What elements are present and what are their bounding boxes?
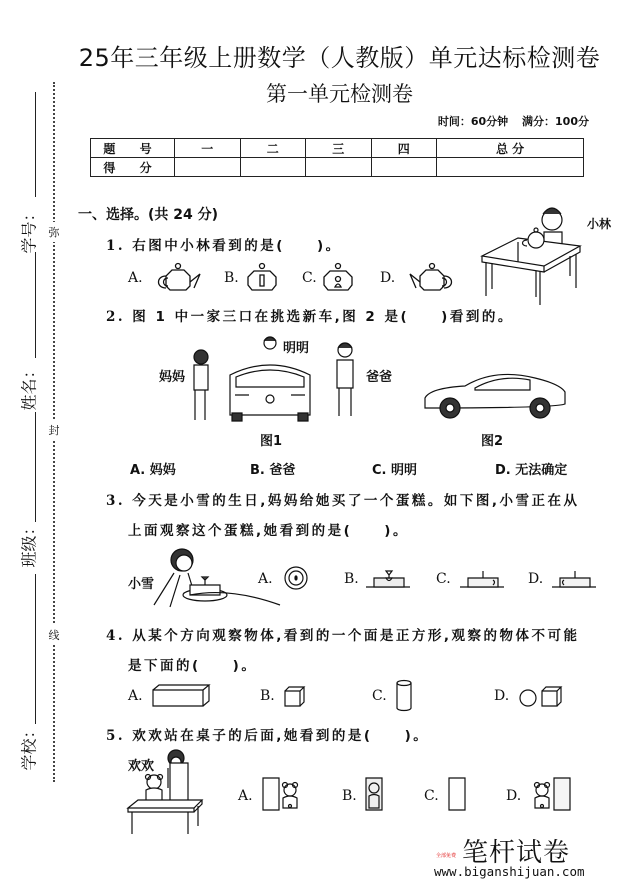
table-cell: 得 分 <box>91 158 175 177</box>
q3-option-b[interactable]: B. <box>344 571 359 587</box>
table-cell: 四 <box>371 139 437 158</box>
class-label: 班级： <box>19 519 39 568</box>
watermark-tag: 全部免费 <box>436 853 457 859</box>
q2-option-d[interactable]: D. 无法确定 <box>495 463 568 478</box>
q2-option-b[interactable]: B. 爸爸 <box>250 463 296 478</box>
class-line[interactable] <box>35 412 36 522</box>
q2-caption-fig2: 图2 <box>481 434 504 449</box>
table-cell: 二 <box>240 139 306 158</box>
student-id-line[interactable] <box>35 92 36 197</box>
q2-caption-fig1: 图1 <box>260 434 283 449</box>
q4-option-d[interactable]: D. <box>494 688 510 704</box>
q3-option-a[interactable]: A. <box>258 571 273 587</box>
name-line[interactable] <box>35 252 36 358</box>
q5-option-d[interactable]: D. <box>506 788 522 804</box>
exam-title: 25年三年级上册数学（人教版）单元达标检测卷 <box>78 44 601 72</box>
table-row <box>91 139 584 158</box>
cake-side-right-view-icon <box>460 568 506 590</box>
full-score: 满分：100分 <box>522 115 589 128</box>
section-heading: 一、选择。(共 24 分) <box>78 207 219 223</box>
q1-option-d[interactable]: D. <box>380 270 396 286</box>
cuboid-icon <box>152 684 212 708</box>
bear-and-box-icon <box>530 776 574 812</box>
box-with-bear-inside-icon <box>365 776 385 812</box>
seal-char: 弥 <box>48 222 60 242</box>
score-input-cell[interactable] <box>240 158 306 177</box>
q4-option-b[interactable]: B. <box>260 688 275 704</box>
teapot-front-spout-icon <box>318 262 358 292</box>
time-limit: 时间：60分钟 <box>437 115 509 128</box>
q1-option-c[interactable]: C. <box>302 270 317 286</box>
exam-subtitle: 第一单元检测卷 <box>266 82 413 106</box>
exam-meta <box>428 113 589 129</box>
q5-option-c[interactable]: C. <box>424 788 439 804</box>
q1-table-boy-illustration <box>470 198 620 308</box>
q5-option-a[interactable]: A. <box>238 788 253 804</box>
q5-figure-label: 欢欢 <box>128 759 155 774</box>
cube-icon <box>284 686 306 708</box>
q1-figure-label: 小林 <box>587 217 612 231</box>
cake-front-view-icon <box>366 568 412 590</box>
question-3: 3. 今天是小雪的生日,妈妈给她买了一个蛋糕。如下图,小雪正在从 <box>106 493 580 509</box>
score-input-cell[interactable] <box>371 158 437 177</box>
school-line[interactable] <box>35 574 36 724</box>
q2-label-mom: 妈妈 <box>159 370 186 385</box>
q5-table-bear-box-illustration <box>128 750 210 836</box>
table-cell: 题 号 <box>91 139 175 158</box>
watermark-brand: 笔杆试卷 <box>462 838 571 868</box>
cake-top-view-icon <box>284 566 308 590</box>
q1-option-a[interactable]: A. <box>128 270 143 286</box>
cylinder-icon <box>396 680 414 712</box>
table-cell: 总 分 <box>437 139 584 158</box>
name-label: 姓名： <box>19 362 39 411</box>
teapot-side-left-spout-icon <box>398 262 460 292</box>
score-input-cell[interactable] <box>437 158 584 177</box>
q2-option-c[interactable]: C. 明明 <box>372 463 418 478</box>
q3-girl-cake-illustration <box>150 545 245 610</box>
q1-option-b[interactable]: B. <box>224 270 239 286</box>
school-label: 学校： <box>19 722 39 771</box>
q5-option-b[interactable]: B. <box>342 788 357 804</box>
q2-dad-figure <box>325 340 365 420</box>
q2-option-a[interactable]: A. 妈妈 <box>130 463 176 478</box>
teapot-front-handle-icon <box>242 262 282 292</box>
q2-figure2-car-side <box>420 370 570 420</box>
question-5: 5. 欢欢站在桌子的后面,她看到的是( )。 <box>106 728 430 744</box>
seal-char: 线 <box>48 625 60 645</box>
cake-side-left-view-icon <box>552 568 598 590</box>
watermark-url[interactable]: www.biganshijuan.com <box>434 864 585 879</box>
box-only-icon <box>448 776 468 812</box>
q3-figure-label: 小雪 <box>128 577 155 592</box>
question-4-line2: 是下面的( )。 <box>128 658 258 674</box>
q2-label-dad: 爸爸 <box>366 370 393 385</box>
question-1: 1. 右图中小林看到的是( )。 <box>106 238 342 254</box>
score-input-cell[interactable] <box>306 158 372 177</box>
q4-option-a[interactable]: A. <box>128 688 143 704</box>
sphere-and-cube-icon <box>519 686 563 708</box>
table-cell: 三 <box>306 139 372 158</box>
table-row <box>91 158 584 177</box>
box-and-bear-back-icon <box>262 776 306 812</box>
table-cell: 一 <box>175 139 241 158</box>
question-2: 2. 图 1 中一家三口在挑选新车,图 2 是( )看到的。 <box>106 309 514 325</box>
q3-option-c[interactable]: C. <box>436 571 451 587</box>
question-3-line2: 上面观察这个蛋糕,她看到的是( )。 <box>128 523 409 539</box>
q2-label-kid: 明明 <box>283 341 310 356</box>
seal-char: 封 <box>48 420 60 440</box>
teapot-side-right-spout-icon <box>152 262 212 292</box>
question-4: 4. 从某个方向观察物体,看到的一个面是正方形,观察的物体不可能 <box>106 628 580 644</box>
score-input-cell[interactable] <box>175 158 241 177</box>
q3-option-d[interactable]: D. <box>528 571 544 587</box>
score-table <box>90 138 584 177</box>
student-id-label: 学号： <box>19 205 39 254</box>
q4-option-c[interactable]: C. <box>372 688 387 704</box>
